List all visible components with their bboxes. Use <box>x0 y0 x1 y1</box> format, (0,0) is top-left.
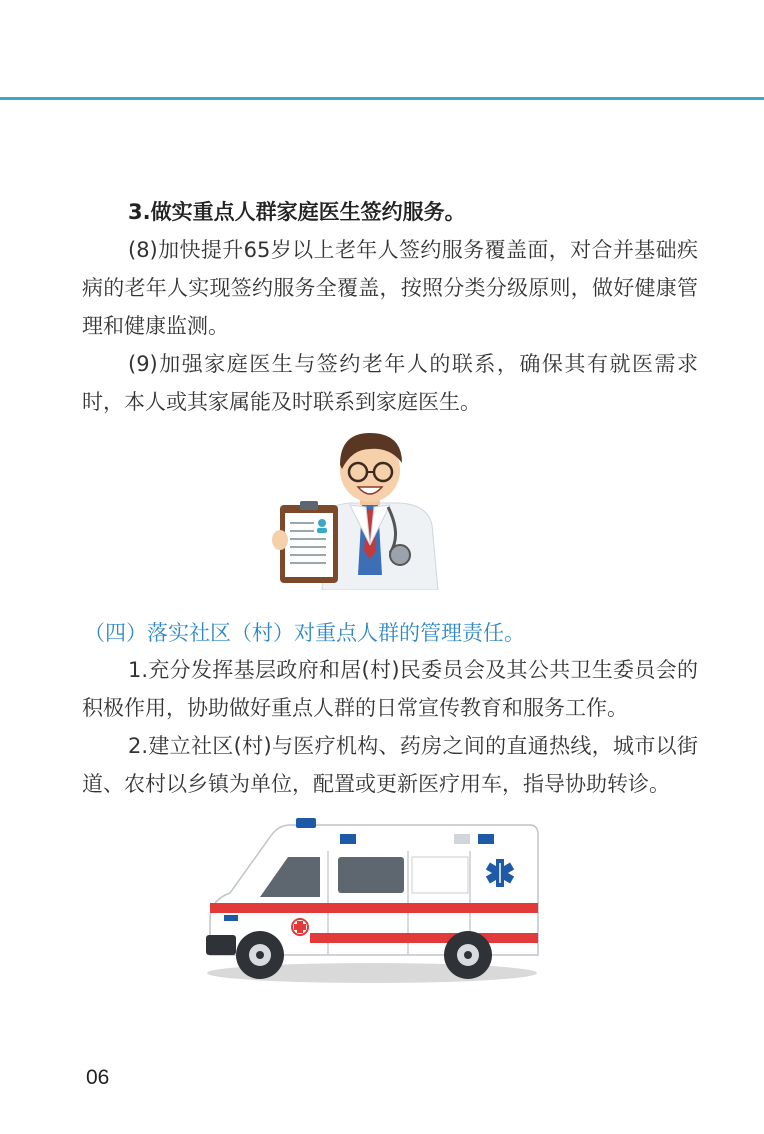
ambulance-illustration <box>200 815 545 990</box>
section-4-paragraph-1: 1.充分发挥基层政府和居(村)民委员会及其公共卫生委员会的积极作用，协助做好重点人群的日常宣传教育和服务工作。 <box>82 658 698 720</box>
paragraph-8: (8)加快提升65岁以上老年人签约服务覆盖面，对合并基础疾病的老年人实现签约服务全覆盖，按照分类分级原则，做好健康管理和健康监测。 <box>82 238 698 338</box>
paragraph-9: (9)加强家庭医生与签约老年人的联系，确保其有就医需求时，本人或其家属能及时联系到家庭医生。 <box>82 352 698 414</box>
item3-heading: 3.做实重点人群家庭医生签约服务。 <box>128 200 466 224</box>
section-4-title: （四）落实社区（村）对重点人群的管理责任。 <box>84 621 525 645</box>
page-number: 06 <box>86 1066 110 1089</box>
header-rule <box>0 97 764 100</box>
section-4-paragraph-2: 2.建立社区(村)与医疗机构、药房之间的直通热线，城市以街道、农村以乡镇为单位，配置或更新医疗用车，指导协助转诊。 <box>82 734 698 796</box>
doctor-illustration <box>270 425 450 590</box>
